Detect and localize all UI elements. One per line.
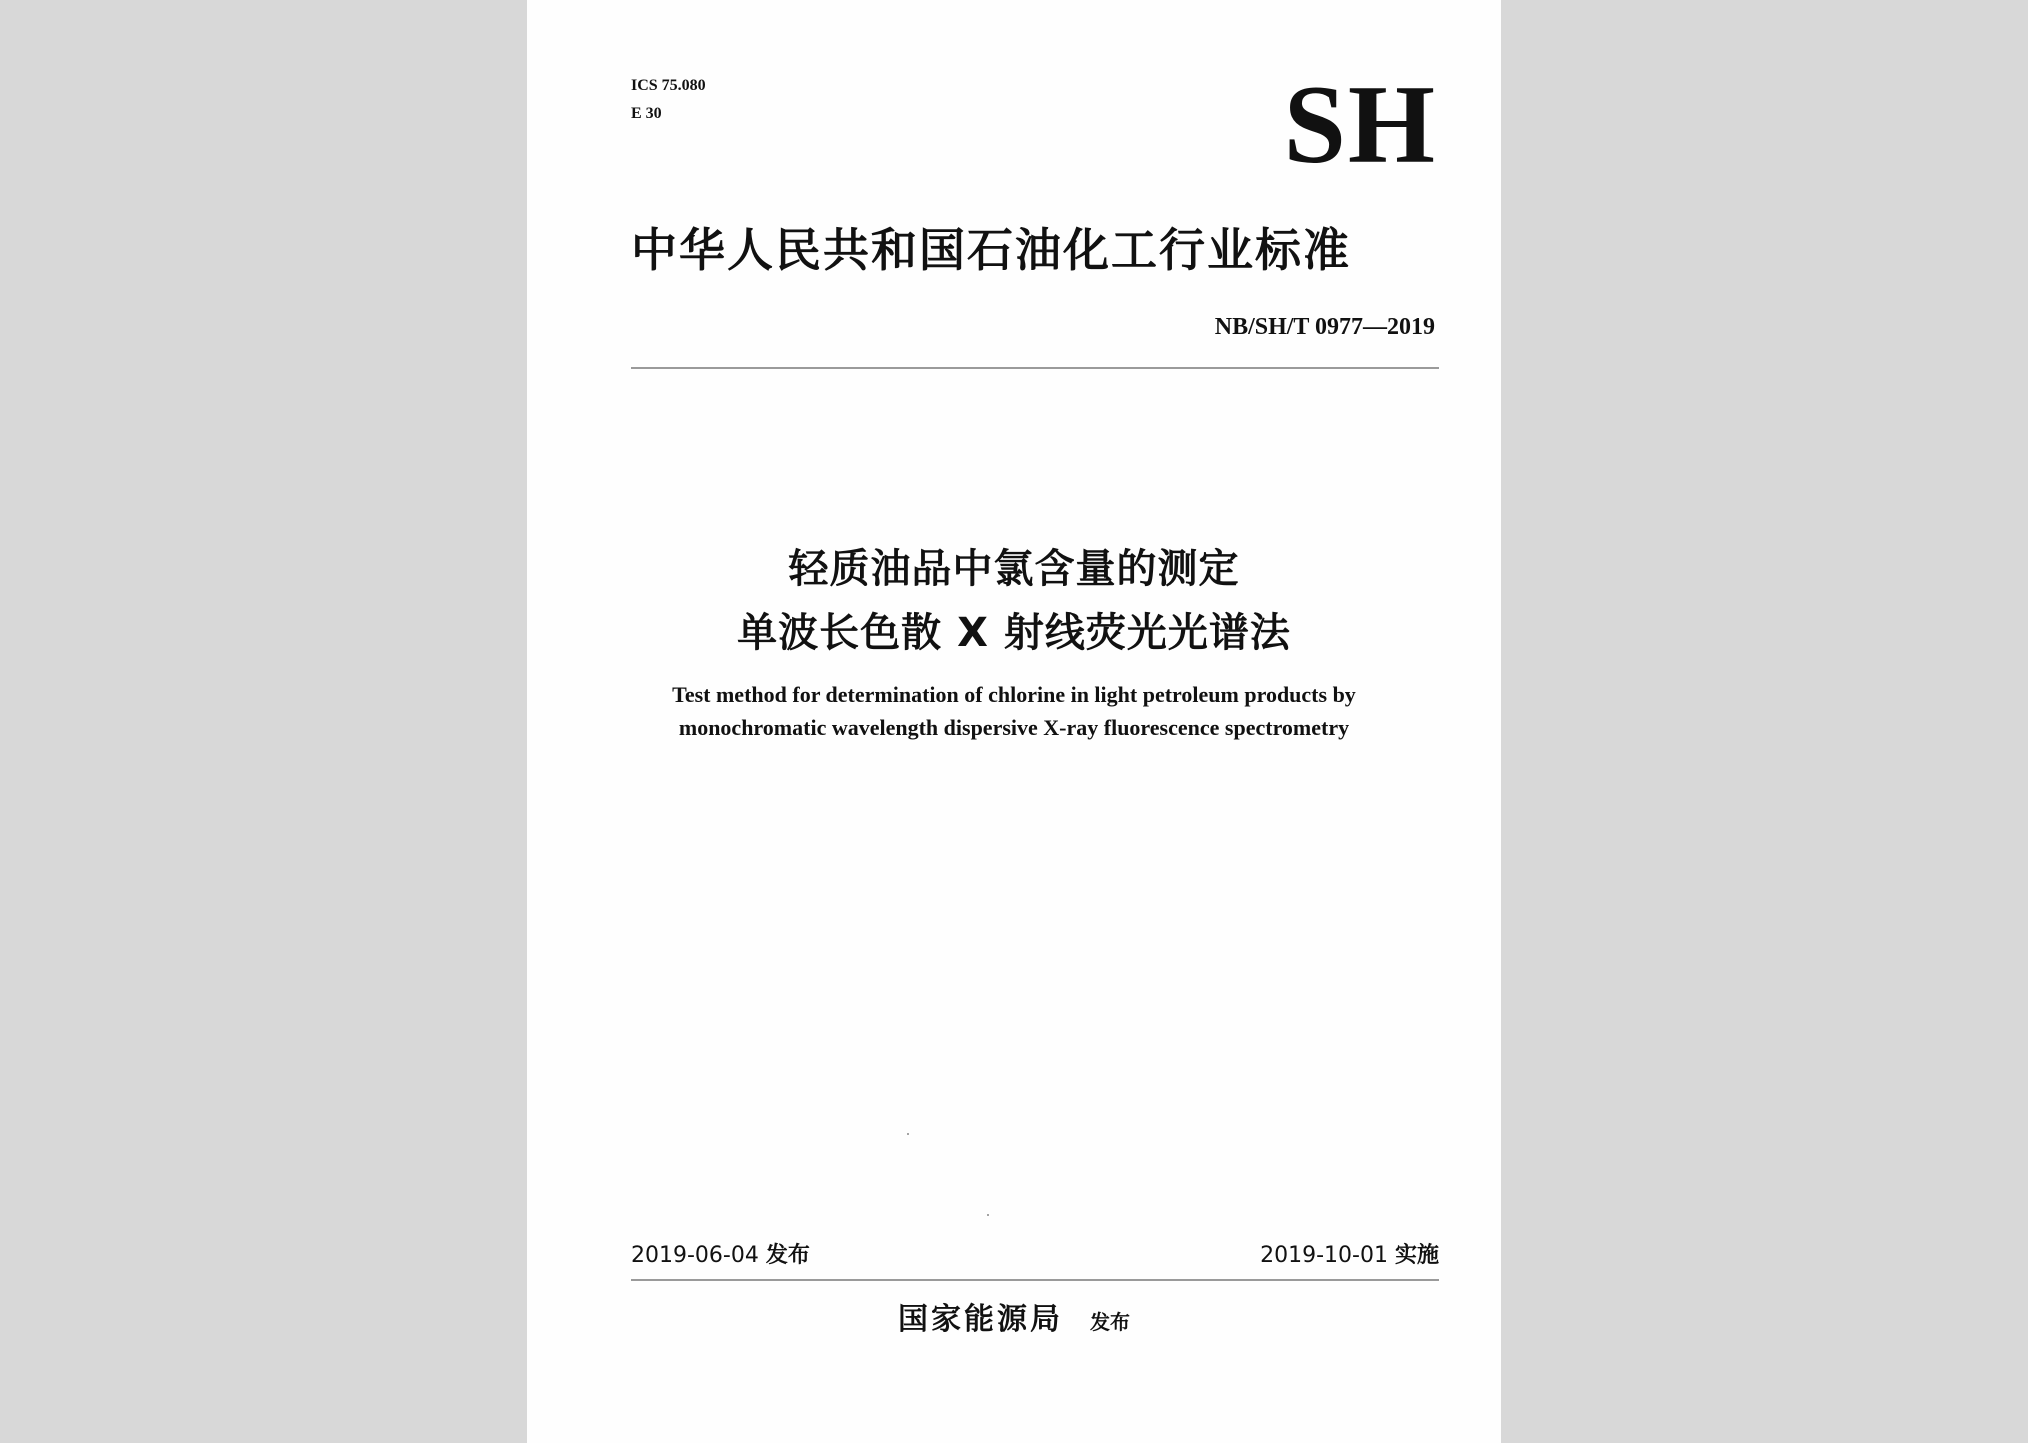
top-divider: [631, 367, 1439, 369]
title-cn-line-2: 单波长色散 X 射线荧光光谱法: [737, 610, 1291, 656]
scan-speck: [987, 1214, 989, 1216]
release-date-block: [631, 1238, 810, 1274]
scan-speck: [907, 1133, 909, 1135]
date-row: [631, 1238, 1439, 1274]
issuer-org: 国家能源局: [897, 1302, 1063, 1337]
ics-code: ICS 75.080: [631, 77, 706, 94]
title-en-line-2: monochromatic wavelength dispersive X-ray fluorescence spectrometry: [678, 715, 1350, 740]
ccs-code: E 30: [631, 105, 662, 122]
document-cover: [527, 0, 1501, 1443]
document-title-english: [527, 678, 1501, 744]
issuer-action: 发布: [1090, 1310, 1131, 1334]
sh-logo: SH: [1283, 63, 1437, 187]
standard-code: NB/SH/T 0977—2019: [1214, 314, 1435, 340]
release-label: 发布: [765, 1243, 810, 1268]
title-cn-line-1: 轻质油品中氯含量的测定: [788, 546, 1240, 592]
release-date: 2019-06-04: [631, 1243, 759, 1268]
bottom-divider: [631, 1279, 1439, 1281]
document-title-chinese: [527, 537, 1501, 665]
implement-date-block: [1260, 1238, 1439, 1274]
issuer: [527, 1298, 1501, 1344]
classification-codes: [631, 72, 706, 128]
implement-label: 实施: [1394, 1243, 1439, 1268]
standard-title: 中华人民共和国石油化工行业标准: [631, 223, 1351, 277]
implement-date: 2019-10-01: [1260, 1243, 1388, 1268]
title-en-line-1: Test method for determination of chlorine in light petroleum products by: [672, 682, 1356, 707]
